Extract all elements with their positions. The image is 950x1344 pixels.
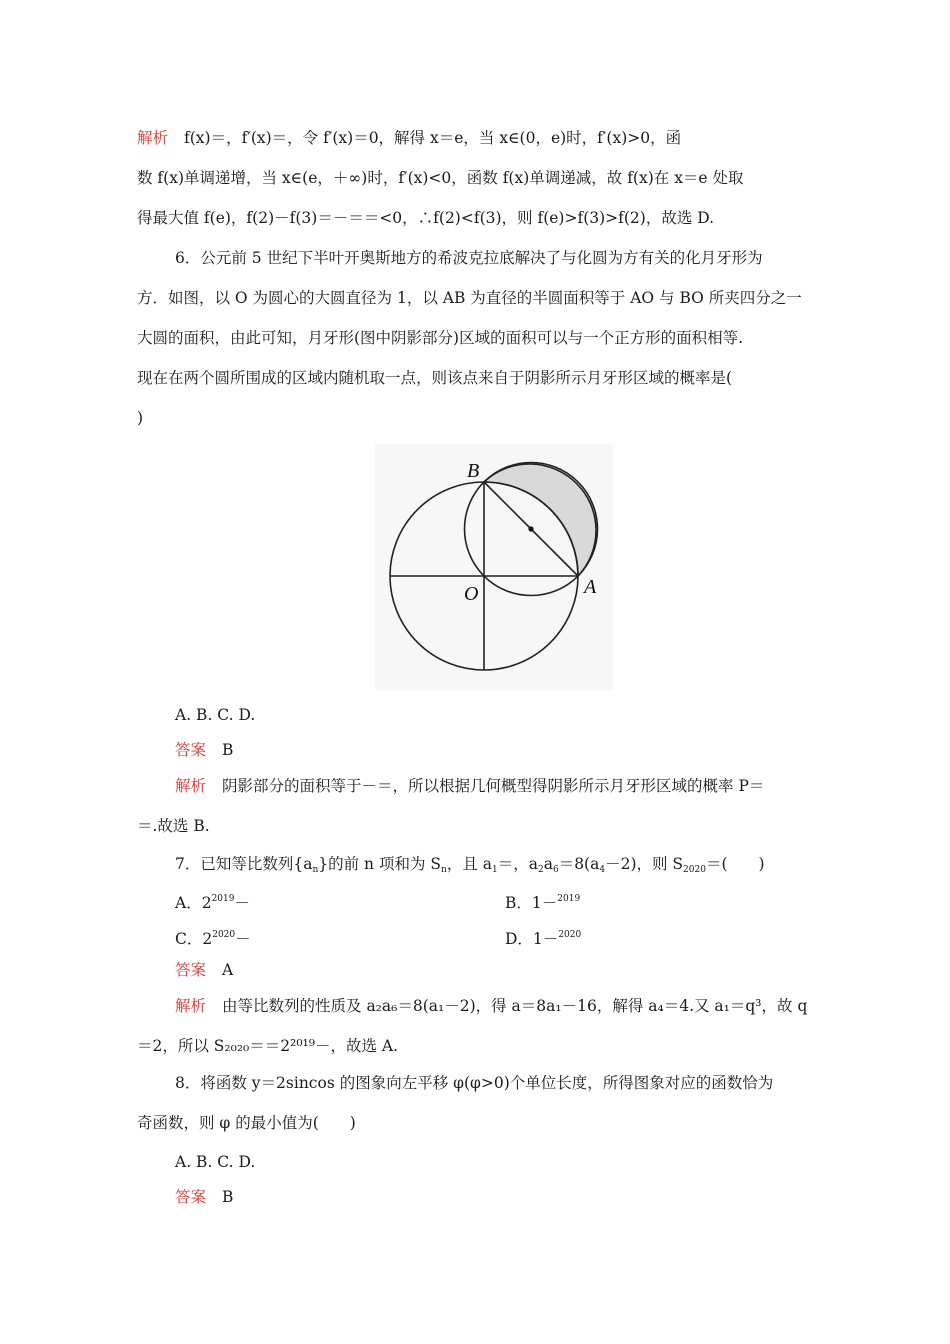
- q6-stem-line-5: ): [137, 409, 144, 427]
- lune-diagram: [375, 444, 613, 690]
- lune-shaded-region: [484, 464, 596, 576]
- q8-answer-line: [175, 1186, 817, 1208]
- q6-answer-line: [175, 739, 817, 761]
- q7-answer-line: [175, 959, 817, 981]
- q7-option-a: A．$2^{2019}-$: [175, 894, 250, 912]
- q8-options: A. B. C. D.: [175, 1153, 256, 1171]
- label-b: B: [467, 460, 480, 482]
- q5-explanation-line-1: 解析 f(x)＝，f′(x)＝，令 f′(x)＝0，解得 x＝e，当 x∈(0，e)时，f′(x)>0，函: [137, 129, 682, 147]
- q7-option-c: C．$2^{2020}-$: [175, 930, 251, 948]
- q8-stem-line-1: 8．将函数 y＝2sincos 的图象向左平移 φ(φ>0)个单位长度，所得图象对应的函数恰为: [175, 1074, 774, 1092]
- q7-options-row-2: [175, 924, 817, 950]
- q6-explanation-line-2: ＝.故选 B.: [137, 817, 210, 835]
- q7-explanation-line-1: 解析 由等比数列的性质及 a₂a₆＝8(a₁－2)，得 a＝8a₁－16，解得 a₄＝4.又 a₁＝q³，故 q: [175, 997, 808, 1015]
- label-a: A: [584, 576, 597, 598]
- q7-explanation-line-2: ＝2，所以 S₂₀₂₀＝＝2²⁰¹⁹－，故选 A.: [137, 1037, 399, 1055]
- q6-stem-line-1: 6．公元前 5 世纪下半叶开奥斯地方的希波克拉底解决了与化圆为方有关的化月牙形为: [175, 249, 763, 267]
- q6-stem-line-3: 大圆的面积，由此可知，月牙形(图中阴影部分)区域的面积可以与一个正方形的面积相等.: [137, 329, 744, 347]
- answer-label: 答案: [175, 1188, 207, 1206]
- q7-options-row-1: [175, 888, 817, 914]
- q6-lune-figure: [375, 444, 613, 690]
- q7-option-d: D．1－$^{2020}$: [505, 930, 582, 948]
- q7-answer: A: [222, 961, 234, 979]
- q6-answer: B: [222, 741, 234, 759]
- q8-answer: B: [222, 1188, 234, 1206]
- q7-stem: 7．已知等比数列$\{a_n\}$的前 n 项和为 $S_n$，且 $a_1=$，$a_2a_6=8(a_4-2)$，则 $S_{2020}=$( ): [175, 855, 765, 875]
- answer-label: 答案: [175, 741, 207, 759]
- q6-options: A. B. C. D.: [175, 706, 256, 724]
- q6-stem-line-4: 现在在两个圆所围成的区域内随机取一点，则该点来自于阴影所示月牙形区域的概率是(: [137, 369, 733, 387]
- answer-label: 答案: [175, 961, 207, 979]
- q5-explanation-line-3: 得最大值 f(e)，f(2)－f(3)＝－＝＝<0，∴f(2)<f(3)，则 f(e)>f(3)>f(2)，故选 D.: [137, 209, 715, 227]
- q7-option-b: B．1－$^{2019}$: [505, 894, 581, 912]
- q6-stem-line-2: 方．如图，以 O 为圆心的大圆直径为 1，以 AB 为直径的半圆面积等于 AO 与 BO 所夹四分之一: [137, 289, 802, 307]
- explanation-label: 解析: [175, 997, 207, 1015]
- explanation-label: 解析: [175, 777, 207, 795]
- q8-stem-line-2: 奇函数，则 φ 的最小值为( ): [137, 1114, 356, 1132]
- q6-explanation-line-1: 解析 阴影部分的面积等于－＝，所以根据几何概型得阴影所示月牙形区域的概率 P＝: [175, 777, 765, 795]
- q5-explanation-line-2: 数 f(x)单调递增，当 x∈(e，＋∞)时，f′(x)<0，函数 f(x)单调递减，故 f(x)在 x＝e 处取: [137, 169, 744, 187]
- explanation-label: 解析: [137, 129, 169, 147]
- label-o: O: [464, 583, 479, 605]
- small-circle-center: [528, 526, 533, 531]
